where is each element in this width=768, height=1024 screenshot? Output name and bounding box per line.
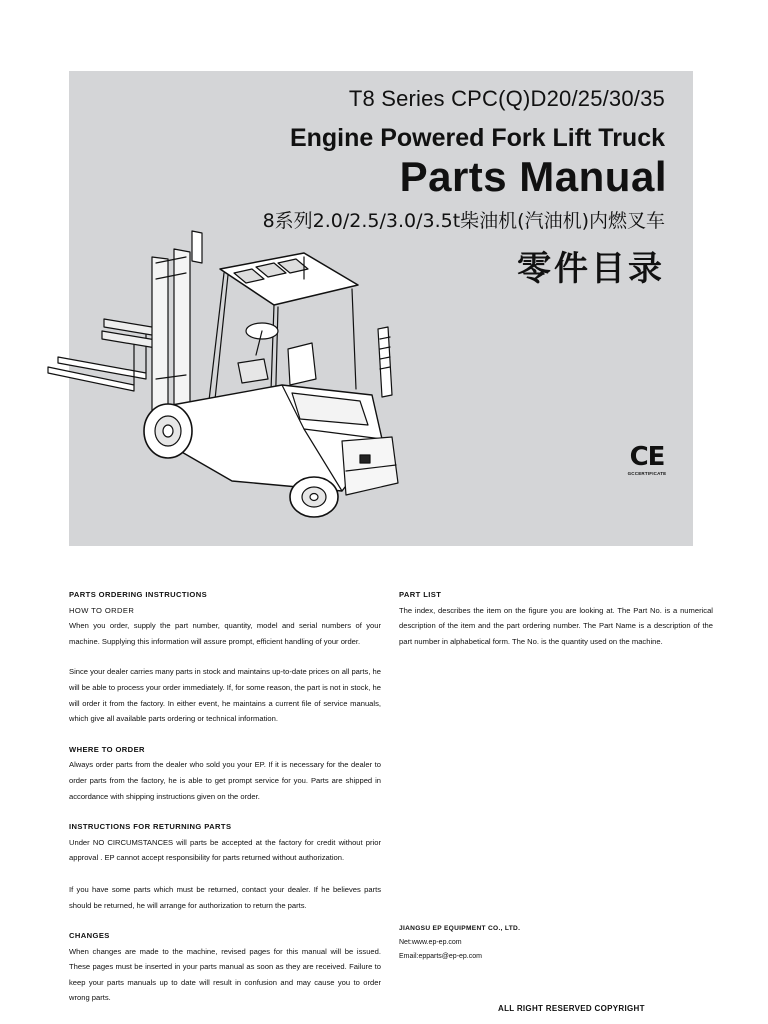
copyright-notice: ALL RIGHT RESERVED COPYRIGHT: [498, 1004, 645, 1013]
paragraph-returning-parts: Under NO CIRCUMSTANCES will parts be accepted at the factory for credit without prior approval . EP cannot accept responsibility for parts returned without authorization.: [69, 837, 381, 863]
paragraph-return-contact: If you have some parts which must be returned, contact your dealer. If he believes parts should be returned, he will arrange for authorization to return the parts.: [69, 884, 381, 910]
forklift-illustration: [42, 219, 402, 519]
heading-returning-parts: INSTRUCTIONS FOR RETURNING PARTS: [69, 822, 232, 832]
manual-title: Parts Manual: [399, 153, 667, 200]
company-name: JIANGSU EP EQUIPMENT CO., LTD.: [399, 925, 521, 932]
heading-where-to-order: WHERE TO ORDER: [69, 744, 145, 754]
ce-mark-icon: CE: [629, 442, 665, 472]
heading-parts-ordering: PARTS ORDERING INSTRUCTIONS: [69, 590, 208, 599]
ce-certification: [627, 442, 667, 476]
heading-how-to-order: HOW TO ORDER: [69, 605, 135, 615]
series-title: T8 Series CPC(Q)D20/25/30/35: [348, 86, 665, 111]
paragraph-where-to-order: Always order parts from the dealer who sold you your EP. If it is necessary for the dealer to order parts from the factory, he is able to get prompt service for you. Parts are shipped in accordance with shipping instructions given on the order.: [69, 760, 381, 801]
right-column: [399, 587, 713, 649]
paragraph-dealer-stock: Since your dealer carries many parts in stock and maintains up-to-date prices on all parts, he will be able to process your order immediately. If, for some reason, the part is not in stock, he will order it from the factory. In either event, he maintains a current file of service manuals, which give all available parts ordering or technical information.: [69, 667, 381, 724]
ce-caption: GCCERTIFICATE: [627, 471, 667, 476]
company-website[interactable]: Net:www.ep-ep.com: [399, 939, 462, 946]
company-email[interactable]: Email:epparts@ep-ep.com: [399, 953, 482, 960]
heading-changes: CHANGES: [69, 931, 110, 941]
company-info: [399, 922, 520, 964]
subtitle: Engine Powered Fork Lift Truck: [289, 124, 665, 152]
chinese-series-title: 8系列2.0/2.5/3.0/3.5t柴油机(汽油机)内燃叉车: [262, 210, 665, 232]
cover-panel: [69, 71, 693, 546]
chinese-manual-title: 零件目录: [517, 249, 665, 289]
paragraph-part-list: The index, describes the item on the figure you are looking at. The Part No. is a numerical description of the item and the part ordering number. The Part Name is a description of the part number in alphabetical form. The No. is the quantity used on the machine.: [399, 605, 713, 646]
left-column: [69, 587, 381, 1006]
paragraph-changes: When changes are made to the machine, revised pages for this manual will be issued. These pages must be inserted in your parts manual as soon as they are received. Failure to keep your parts manuals up to date will result in confusion and may cause you to order wrong parts.: [69, 946, 381, 1003]
heading-part-list: PART LIST: [399, 590, 442, 599]
paragraph-how-to-order: When you order, supply the part number, quantity, model and serial numbers of your machine. Supplying this information will assure prompt, efficient handling of your order.: [69, 621, 381, 646]
